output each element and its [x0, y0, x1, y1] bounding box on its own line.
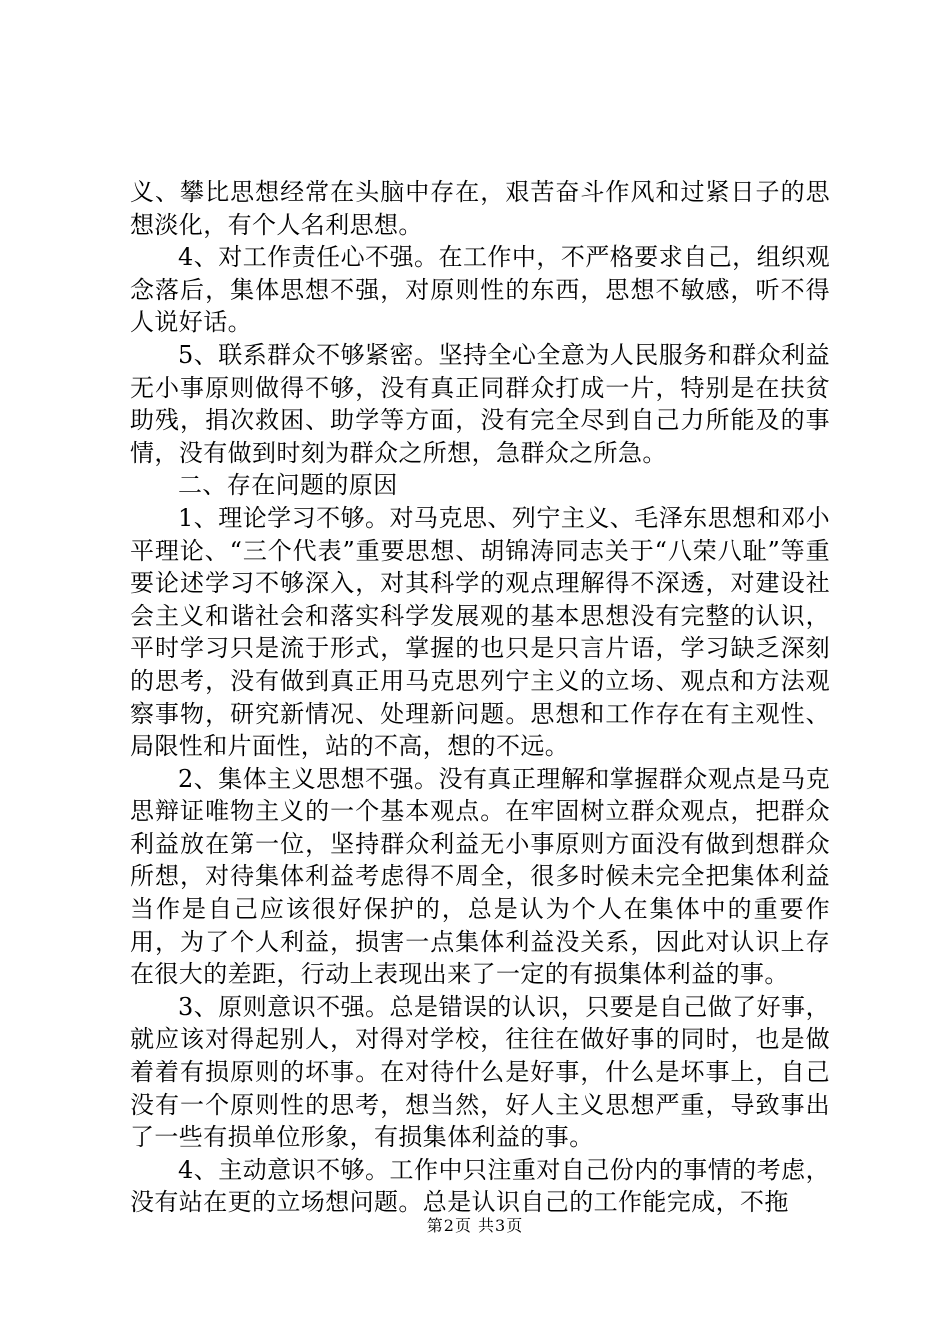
document-body [130, 176, 830, 1219]
paragraph-5: 2、集体主义思想不强。没有真正理解和掌握群众观点是马克思辩证唯物主义的一个基本观点。在牢固树立群众观点，把群众利益放在第一位，坚持群众利益无小事原则方面没有做到想群众所想，对待集体利益考虑得不周全，很多时候未完全把集体利益当作是自己应该很好保护的，总是认为个人在集体中的重要作用，为了个人利益，损害一点集体利益没关系，因此对认识上存在很大的差距，行动上表现出来了一定的有损集体利益的事。 [130, 764, 830, 989]
page-number-footer: 第2页 共3页 [426, 1216, 524, 1235]
paragraph-2: 4、对工作责任心不强。在工作中，不严格要求自己，组织观念落后，集体思想不强，对原则性的东西，思想不敏感，听不得人说好话。 [130, 243, 830, 337]
paragraph-7: 4、主动意识不够。工作中只注重对自己份内的事情的考虑，没有站在更的立场想问题。总是认识自己的工作能完成，不拖 [130, 1155, 830, 1217]
paragraph-6: 3、原则意识不强。总是错误的认识，只要是自己做了好事，就应该对得起别人，对得对学校，往往在做好事的同时，也是做着着有损原则的坏事。在对待什么是好事，什么是坏事上，自己没有一个原则性的思考，想当然，好人主义思想严重，导致事出了一些有损单位形象，有损集体利益的事。 [130, 992, 830, 1152]
section-heading: 二、存在问题的原因 [178, 471, 398, 500]
paragraph-4: 1、理论学习不够。对马克思、列宁主义、毛泽东思想和邓小平理论、“三个代表”重要思想、胡锦涛同志关于“八荣八耻”等重要论述学习不够深入，对其科学的观点理解得不深透，对建设社会主义和谐社会和落实科学发展观的基本思想没有完整的认识，平时学习只是流于形式，掌握的也只是只言片语，学习缺乏深刻的思考，没有做到真正用马克思列宁主义的立场、观点和方法观察事物，研究新情况、处理新问题。思想和工作存在有主观性、局限性和片面性，站的不高，想的不远。 [130, 503, 830, 761]
paragraph-1: 义、攀比思想经常在头脑中存在，艰苦奋斗作风和过紧日子的思想淡化，有个人名利思想。 [130, 178, 830, 239]
paragraph-3: 5、联系群众不够紧密。坚持全心全意为人民服务和群众利益无小事原则做得不够，没有真正同群众打成一片，特别是在扶贫助残，捐次救困、助学等方面，没有完全尽到自己力所能及的事情，没有做到时刻为群众之所想，急群众之所急。 [130, 340, 830, 467]
